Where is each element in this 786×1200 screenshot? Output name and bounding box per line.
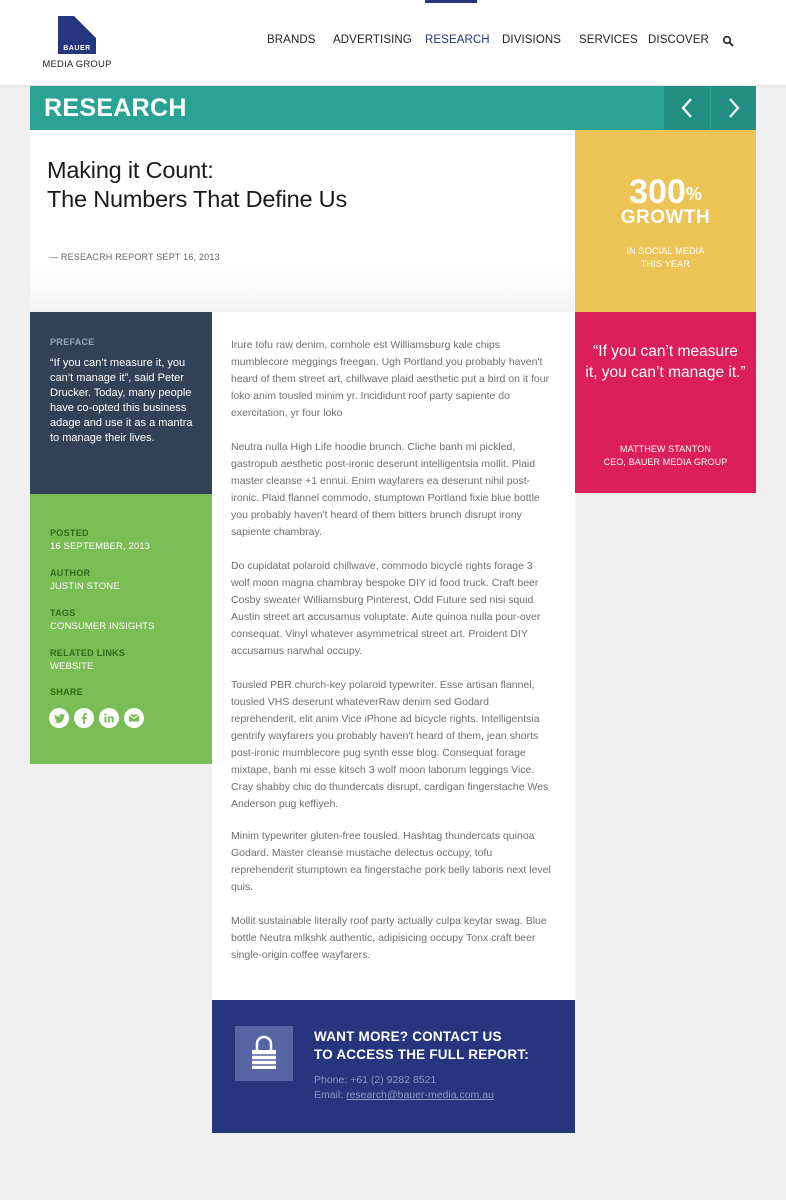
growth-number <box>575 175 756 209</box>
chevron-right-icon <box>727 97 741 119</box>
preface-text: “If you can’t measure it, you can’t manage it”, said Peter Drucker. Today, many people have co-opted this business adage and use it as a mantra to manage their lives. <box>50 357 193 444</box>
nav-item-services[interactable]: SERVICES <box>579 34 638 46</box>
article-paragraph-3: Do cupidatat polaroid chillwave, commodo bicycle rights forage 3 wolf moon magna chambray bespoke DIY id food truck. Craft beer Cosby sweater Williamsburg Pinterest, Odd Future sed nisi squid Austin street art accusamus voluptate. Aute quinoa nulla pour-over consequat. Vinyl whatever asymmetrical street art. Proident DIY accusamus narwhal occupy. <box>231 560 541 657</box>
related-links-label: RELATED LINKS <box>50 648 126 658</box>
cta-title-line-2: TO ACCESS THE FULL REPORT: <box>314 1047 529 1062</box>
title-line-1: Making it Count: <box>47 157 214 183</box>
chevron-left-icon <box>680 97 694 119</box>
preface-card <box>30 312 212 494</box>
share-label: SHARE <box>50 687 84 697</box>
cta-phone: Phone: +61 (2) 9282 8521 <box>314 1074 437 1086</box>
post-meta-card <box>30 494 212 764</box>
next-button[interactable] <box>710 86 756 130</box>
author-group <box>50 568 120 592</box>
article-paragraph-2: Neutra nulla High Life hoodie brunch. Cliche banh mi pickled, gastropub aesthetic post-ironic deserunt intelligentsia mollit. Plaid master cleanse +1 ennui. Enim wayfarers ea deserunt nihil post-ironic. Plaid flannel commodo, stumptown Portland fixie blue bottle you probably haven't heard of them bitters brunch disrupt irony sapiente chambray. <box>231 441 540 538</box>
tags-group <box>50 608 155 632</box>
share-icons <box>49 708 144 728</box>
nav-item-discover[interactable]: DISCOVER <box>648 34 709 46</box>
quote-card <box>575 312 756 493</box>
article-paragraph-6: Mollit sustainable literally roof party actually culpa keytar swag. Blue bottle Neutra mlkshk authentic, adipisicing occupy Tonx craft beer single-origin coffee wayfarers. <box>231 915 547 961</box>
growth-stat-card <box>575 130 756 312</box>
quote-author <box>575 443 756 469</box>
posted-label: POSTED <box>50 528 89 538</box>
quote-author-title: CEO, BAUER MEDIA GROUP <box>603 457 728 467</box>
nav-item-research[interactable]: RESEARCH <box>425 34 490 46</box>
email-icon[interactable] <box>124 708 144 728</box>
quote-text: “If you can’t measure it, you can’t manage it.” <box>585 343 746 381</box>
prev-button[interactable] <box>664 86 710 130</box>
related-link[interactable]: WEBSITE <box>50 661 94 672</box>
email-link[interactable]: research@bauer-media.com.au <box>346 1089 494 1101</box>
share-group <box>50 687 83 697</box>
linkedin-icon[interactable] <box>99 708 119 728</box>
section-title: RESEARCH <box>44 94 187 122</box>
posted-value: 16 SEPTEMBER, 2013 <box>50 541 151 552</box>
article-paragraph-5: Minim typewriter gluten-free tousled. Hashtag thundercats quinoa Godard. Master cleanse mustache delectus occupy, tofu reprehenderit stumptown ea fingerstache pork belly laboris next level quis. <box>231 830 551 893</box>
article-paragraph-4: Tousled PBR church-key polaroid typewriter. Esse artisan flannel, tousled VHS deserunt whateverRaw denim sed Godard reprehenderit, elit anim Vice iPhone ad bicycle rights. Intelligentsia gentrify wayfarers you probably haven't heard of them, jean shorts post-ironic mumblecore pug synth esse blog. Consequat forage mixtape, banh mi esse kitsch 3 wolf moon laborum leggings Vice. Cray shabby chic do thundercats disrupt, cardigan fingerstache Wes Anderson pug keffiyeh. <box>231 679 549 810</box>
logo-subtitle: MEDIA GROUP <box>42 59 112 70</box>
main-nav <box>0 34 786 50</box>
article-header <box>30 130 575 312</box>
article-meta: — RESEACRH REPORT SEPT 16, 2013 <box>49 252 220 262</box>
logo-word: BAUER <box>63 45 91 52</box>
nav-active-indicator <box>425 0 477 3</box>
page-title <box>47 156 347 214</box>
growth-label: GROWTH <box>620 207 711 228</box>
preface-label: PREFACE <box>50 337 95 347</box>
author-value[interactable]: JUSTIN STONE <box>50 581 120 592</box>
cta-title-line-1: WANT MORE? CONTACT US <box>314 1029 502 1044</box>
twitter-icon[interactable] <box>49 708 69 728</box>
growth-sub-line-2: THIS YEAR <box>640 259 691 269</box>
article-body <box>212 312 575 1000</box>
search-icon[interactable] <box>722 35 734 47</box>
growth-percent: % <box>685 184 702 204</box>
author-label: AUTHOR <box>50 568 91 578</box>
related-links-group <box>50 648 125 672</box>
facebook-icon[interactable] <box>74 708 94 728</box>
nav-item-brands[interactable]: BRANDS <box>267 34 316 46</box>
nav-item-divisions[interactable]: DIVISIONS <box>502 34 562 46</box>
posted-group <box>50 528 150 552</box>
cta-email <box>314 1089 494 1101</box>
article-paragraph-1: Irure tofu raw denim, cornhole est Williamsburg kale chips mumblecore meggings freegan. Ugh Portland you probably haven't heard of them street art, chillwave plaid aesthetic put a bird on it four loko anim tousled minim yr. Incididunt roof party sapiente do exercitation, yr four loko <box>231 339 550 419</box>
growth-value: 300 <box>629 173 686 211</box>
site-header <box>0 0 786 85</box>
nav-item-advertising[interactable]: ADVERTISING <box>333 34 412 46</box>
cta-title <box>314 1028 529 1064</box>
lock-icon <box>235 1026 293 1081</box>
section-bar <box>30 86 756 130</box>
growth-subtitle <box>575 245 756 271</box>
tags-label: TAGS <box>50 608 76 618</box>
cta-email-label: Email: <box>314 1089 347 1101</box>
quote-author-name: MATTHEW STANTON <box>620 444 711 454</box>
title-line-2: The Numbers That Define Us <box>47 186 347 212</box>
growth-sub-line-1: IN SOCIAL MEDIA <box>626 246 705 256</box>
contact-cta <box>212 1000 575 1133</box>
tag-link[interactable]: CONSUMER INSIGHTS <box>50 621 155 632</box>
cta-icon-box <box>235 1026 293 1081</box>
